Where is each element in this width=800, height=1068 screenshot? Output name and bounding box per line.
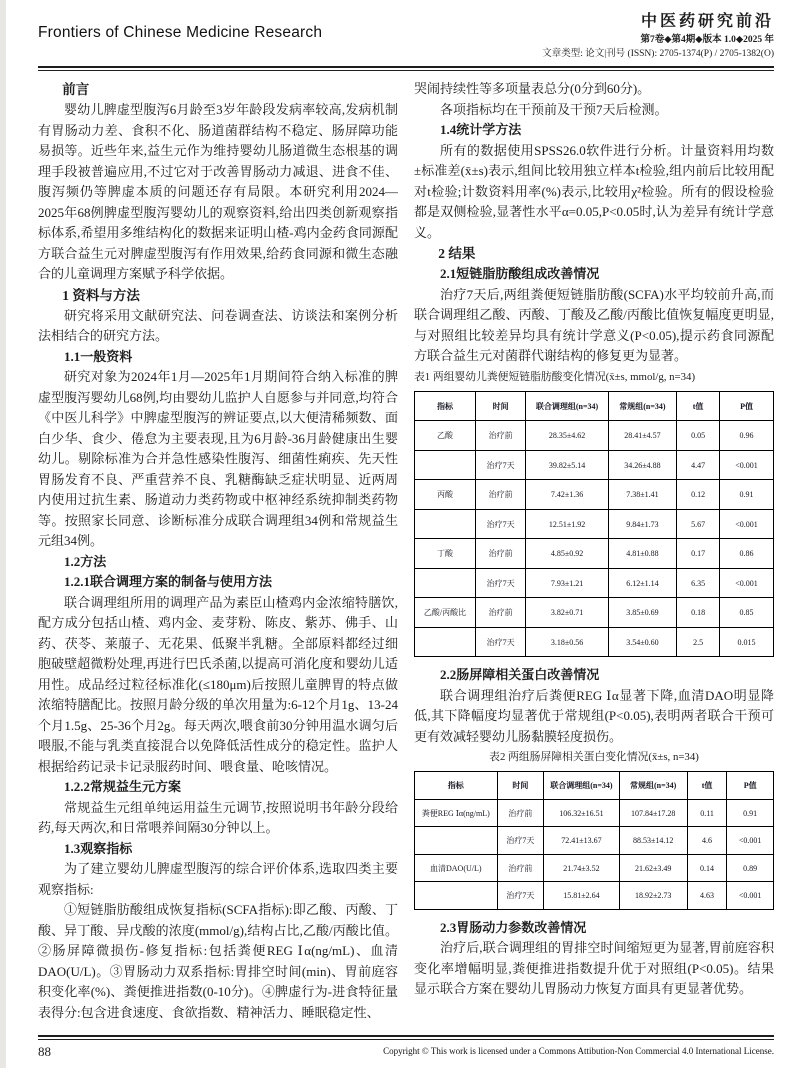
table-header-cell: 指标 — [415, 391, 476, 421]
table-header-row — [415, 391, 774, 421]
table-header-cell: 时间 — [476, 391, 526, 421]
paragraph-indicators-intro: 为了建立婴幼儿脾虚型腹泻的综合评价体系,选取四类主要观察指标: — [38, 861, 398, 897]
table-cell: 0.18 — [677, 598, 720, 628]
heading-2-2: 2.2肠屏障相关蛋白改善情况 — [440, 667, 600, 683]
table-cell: 0.015 — [720, 627, 774, 657]
table-cell — [415, 568, 476, 598]
table-header-cell: 常规组(n=34) — [608, 391, 676, 421]
table-row — [415, 450, 774, 480]
table-cell: 0.89 — [727, 854, 774, 882]
table-row — [415, 799, 774, 827]
table-cell: 7.38±1.41 — [608, 480, 676, 510]
page-number: 88 — [38, 1044, 51, 1059]
table-cell: <0.001 — [720, 450, 774, 480]
page-footer — [38, 1040, 774, 1060]
table-row — [415, 568, 774, 598]
heading-preface: 前言 — [62, 82, 90, 98]
table-cell: 0.14 — [687, 854, 726, 882]
heading-2-1: 2.1短链脂肪酸组成改善情况 — [440, 266, 600, 282]
table-cell: 6.12±1.14 — [608, 568, 676, 598]
table-cell: 88.53±14.12 — [619, 827, 687, 855]
table-cell: <0.001 — [727, 827, 774, 855]
table-cell: 治疗前 — [497, 854, 544, 882]
table-cell: 治疗7天 — [497, 827, 544, 855]
table-cell — [415, 882, 498, 910]
heading-1-3: 1.3观察指标 — [64, 840, 133, 856]
table-cell: 0.17 — [677, 539, 720, 569]
table-cell: 9.84±1.73 — [608, 509, 676, 539]
table-cell: 18.92±2.73 — [619, 882, 687, 910]
table-header-cell: 联合调理组(n=34) — [526, 391, 609, 421]
heading-1-2: 1.2方法 — [64, 553, 107, 569]
paragraph-general-data: 研究对象为2024年1月—2025年1月期间符合纳入标准的脾虚型腹泻婴幼儿68例,均由婴幼儿监护人自愿参与并同意,均符合《中医儿科学》中脾虚型腹泻的辨证要点,以大便清稀频数、面白少华、食少、倦怠为主要表现,且为6月龄-36月龄健康出生婴幼儿。剔除标准为合并急性感染性腹泻、细菌性痢疾、先天性胃肠发育不良、严重营养不良、乳糖酶缺乏症状明显、近两周内使用过抗生素、肠道动力类药物或中枢神经系统抑制类药物等。按照家长同意、诊断标准分成联合调理组34例和常规益生元组34例。 — [38, 369, 398, 549]
table-cell: 乙酸 — [415, 421, 476, 451]
table-cell: 0.12 — [677, 480, 720, 510]
table-header-cell: 常规组(n=34) — [619, 772, 687, 800]
heading-2-3: 2.3胃肠动力参数改善情况 — [440, 919, 587, 935]
table-cell: 3.82±0.71 — [526, 598, 609, 628]
table-cell: 12.51±1.92 — [526, 509, 609, 539]
table-cell — [415, 450, 476, 480]
table-cell: <0.001 — [727, 882, 774, 910]
table-header-cell: 指标 — [415, 772, 498, 800]
table-cell: 0.05 — [677, 421, 720, 451]
paper-page — [6, 0, 800, 1068]
table-cell: 4.85±0.92 — [526, 539, 609, 569]
right-column — [414, 79, 774, 1030]
table-row — [415, 627, 774, 657]
table-cell: 0.85 — [720, 598, 774, 628]
journal-header — [38, 12, 774, 61]
table-cell: 治疗前 — [476, 480, 526, 510]
table-row — [415, 882, 774, 910]
table-cell — [415, 509, 476, 539]
table-cell: 4.47 — [677, 450, 720, 480]
table-cell: 粪便REG Ⅰα(ng/mL) — [415, 799, 498, 827]
table-cell: 5.67 — [677, 509, 720, 539]
table-cell: 治疗前 — [497, 799, 544, 827]
table-cell: 21.74±3.52 — [544, 854, 619, 882]
table-header-cell: P值 — [727, 772, 774, 800]
table-row — [415, 421, 774, 451]
table-cell: 72.41±13.67 — [544, 827, 619, 855]
journal-issue-line: 第7卷◆第4期◆版本 1.0◆2025 年 — [640, 35, 774, 45]
table-cell: 39.82±5.14 — [526, 450, 609, 480]
table-row — [415, 480, 774, 510]
table-cell: 0.91 — [727, 799, 774, 827]
table-cell: 治疗前 — [476, 598, 526, 628]
table-cell: 血清DAO(U/L) — [415, 854, 498, 882]
table-cell: 28.41±4.57 — [608, 421, 676, 451]
journal-title-cn: 中医药研究前沿 — [640, 13, 774, 30]
paragraph-detection-time: 各项指标均在干预前及干预7天后检测。 — [440, 101, 668, 117]
table-cell: 106.32±16.51 — [544, 799, 619, 827]
scfa-table — [414, 391, 774, 658]
table-cell: <0.001 — [720, 568, 774, 598]
table-row — [415, 854, 774, 882]
paragraph-scale-continued: 哭闹持续性等多项量表总分(0分到60分)。 — [414, 81, 651, 97]
table-cell: 34.26±4.88 — [608, 450, 676, 480]
paragraph-prebiotic-plan: 常规益生元组单纯运用益生元调节,按照说明书年龄分段给药,每天两次,和日常喂养间隔30分钟以上。 — [38, 799, 398, 836]
table-header-cell: t值 — [677, 391, 720, 421]
table-cell: 3.18±0.56 — [526, 627, 609, 657]
table-header-cell: t值 — [687, 772, 726, 800]
article-body — [38, 79, 774, 1030]
table-cell: 3.54±0.60 — [608, 627, 676, 657]
table-cell: 0.96 — [720, 421, 774, 451]
table-header-cell: 时间 — [497, 772, 544, 800]
table-header-cell: 联合调理组(n=34) — [544, 772, 619, 800]
paragraph-statistics: 所有的数据使用SPSS26.0软件进行分析。计量资料用均数±标准差(x̄±s)表示,组间比较用独立样本t检验,组内前后比较用配对t检验;计数资料用率(%)表示,比较用χ²检验。所有的假设检验都是双侧检验,显著性水平α=0.05,P<0.05时,认为差异有统计学意义。 — [414, 142, 774, 240]
barrier-protein-table — [414, 771, 774, 910]
table-cell: 15.81±2.64 — [544, 882, 619, 910]
heading-1-4: 1.4统计学方法 — [440, 122, 522, 138]
table-cell: 3.85±0.69 — [608, 598, 676, 628]
table-cell — [415, 627, 476, 657]
heading-1-2-1: 1.2.1联合调理方案的制备与使用方法 — [64, 574, 273, 590]
copyright-notice: Copyright © This work is licensed under a Commons Attibution-Non Commercial 4.0 International License. — [383, 1046, 774, 1056]
table-cell: 丙酸 — [415, 480, 476, 510]
heading-1-1: 1.1一般资料 — [64, 348, 133, 364]
table-cell: 0.11 — [687, 799, 726, 827]
paragraph-scfa-result: 治疗7天后,两组粪便短链脂肪酸(SCFA)水平均较前升高,而联合调理组乙酸、丙酸、丁酸及乙酸/丙酸比值恢复幅度更明显,与对照组比较差异均具有统计学意义(P<0.05),提示药食同源配方联合益生元对菌群代谢结构的修复更为显著。 — [414, 286, 774, 364]
table-cell: 丁酸 — [415, 539, 476, 569]
table-row — [415, 509, 774, 539]
journal-type-line: 文章类型: 论文|刊号 (ISSN): 2705-1374(P) / 2705-1382(O) — [542, 48, 774, 59]
table1-caption: 表1 两组婴幼儿粪便短链脂肪酸变化情况(x̄±s, mmol/g, n=34) — [414, 370, 696, 383]
table-cell: 7.93±1.21 — [526, 568, 609, 598]
table-cell: 0.86 — [720, 539, 774, 569]
table-cell: 4.81±0.88 — [608, 539, 676, 569]
table-cell: <0.001 — [720, 509, 774, 539]
table-cell: 乙酸/丙酸比 — [415, 598, 476, 628]
heading-section-2: 2 结果 — [438, 246, 476, 262]
table-header-cell: P值 — [720, 391, 774, 421]
table-cell — [415, 827, 498, 855]
table-cell: 6.35 — [677, 568, 720, 598]
journal-title-en: Frontiers of Chinese Medicine Research — [38, 24, 323, 41]
journal-header-right — [542, 12, 774, 61]
table-row — [415, 827, 774, 855]
paragraph-methods-overview: 研究将采用文献研究法、问卷调查法、访谈法和案例分析法相结合的研究方法。 — [38, 307, 398, 344]
table-row — [415, 539, 774, 569]
paragraph-indicators-list: ①短链脂肪酸组成恢复指标(SCFA指标):即乙酸、丙酸、丁酸、异丁酸、异戊酸的浓度(mmol/g),结构占比,乙酸/丙酸比值。②肠屏障微损伤-修复指标:包括粪便REG Ⅰα(ng/mL)、血清DAO(U/L)。③胃肠动力双系指标:胃排空时间(min)、胃前庭容积变化率(%)、粪便推进指数(0-10分)。④脾虚行为-进食特征量表得分:包含进食速度、食欲指数、精神活力、睡眠稳定性、 — [38, 902, 398, 1020]
header-divider — [38, 66, 774, 72]
table-header-row — [415, 772, 774, 800]
heading-section-1: 1 资料与方法 — [62, 287, 140, 303]
table-cell: 治疗7天 — [476, 568, 526, 598]
table-cell: 21.62±3.49 — [619, 854, 687, 882]
table-row — [415, 598, 774, 628]
table-cell: 治疗7天 — [476, 509, 526, 539]
paragraph-motility-result: 治疗后,联合调理组的胃排空时间缩短更为显著,胃前庭容积变化率增幅明显,粪便推进指数提升优于对照组(P<0.05)。结果显示联合方案在婴幼儿胃肠动力恢复方面具有更显著优势。 — [414, 940, 774, 997]
table-cell: 2.5 — [677, 627, 720, 657]
paragraph-combined-plan: 联合调理组所用的调理产品为素臣山楂鸡内金浓缩特膳饮,配方成分包括山楂、鸡内金、麦芽粉、陈皮、紫苏、佛手、山药、茯苓、莱菔子、无花果、低聚半乳糖。全部原料都经过细胞破壁超微粉处理,再进行巴氏杀菌,以提高可消化度和婴幼儿适用性。成品经过粒径标准化(≤180μm)后按照儿童脾胃的特点做浓缩特膳配比。按照月龄分级的单次用量为:6-12个月1g、13-24个月1.5g、25-36个月2g。每天两次,喂食前30分钟用温水调匀后喂服,不能与乳类直接混合以免降低活性成分的稳定性。监护人根据给药记录卡记录服药时间、喂食量、呛咳情况。 — [38, 594, 398, 774]
table-cell: 4.63 — [687, 882, 726, 910]
table-cell: 7.42±1.36 — [526, 480, 609, 510]
table-cell: 107.84±17.28 — [619, 799, 687, 827]
table-cell: 28.35±4.62 — [526, 421, 609, 451]
paragraph-barrier-result: 联合调理组治疗后粪便REG Ⅰα显著下降,血清DAO明显降低,其下降幅度均显著优于常规组(P<0.05),表明两者联合干预可更有效减轻婴幼儿肠黏膜轻度损伤。 — [414, 687, 774, 744]
table-cell: 治疗7天 — [476, 450, 526, 480]
table-cell: 治疗前 — [476, 539, 526, 569]
heading-1-2-2: 1.2.2常规益生元方案 — [64, 779, 182, 795]
table2-caption: 表2 两组肠屏障相关蛋白变化情况(x̄±s, n=34) — [489, 751, 699, 764]
paragraph-intro: 婴幼儿脾虚型腹泻6月龄至3岁年龄段发病率较高,发病机制有胃肠动力差、食积不化、肠道菌群结构不稳定、肠屏障功能易损等。近些年来,益生元作为维持婴幼儿肠道微生态根基的调理手段被普遍应用,不过它对于改善胃肠动力减退、进食不佳、腹泻频仍等脾虚本质的问题还存有局限。本研究利用2024—2025年68例脾虚型腹泻婴幼儿的观察资料,给出四类创新观察指标体系,希望用多维结构化的数据来证明山楂-鸡内金药食同源配方联合益生元对脾虚型腹泻有作用效果,给药食同源和微生态融合的儿童调理方案赋予科学依据。 — [38, 102, 398, 282]
table-cell: 治疗7天 — [476, 627, 526, 657]
table-cell: 治疗7天 — [497, 882, 544, 910]
left-column — [38, 79, 398, 1030]
table-cell: 0.91 — [720, 480, 774, 510]
table-cell: 治疗前 — [476, 421, 526, 451]
table-cell: 4.6 — [687, 827, 726, 855]
